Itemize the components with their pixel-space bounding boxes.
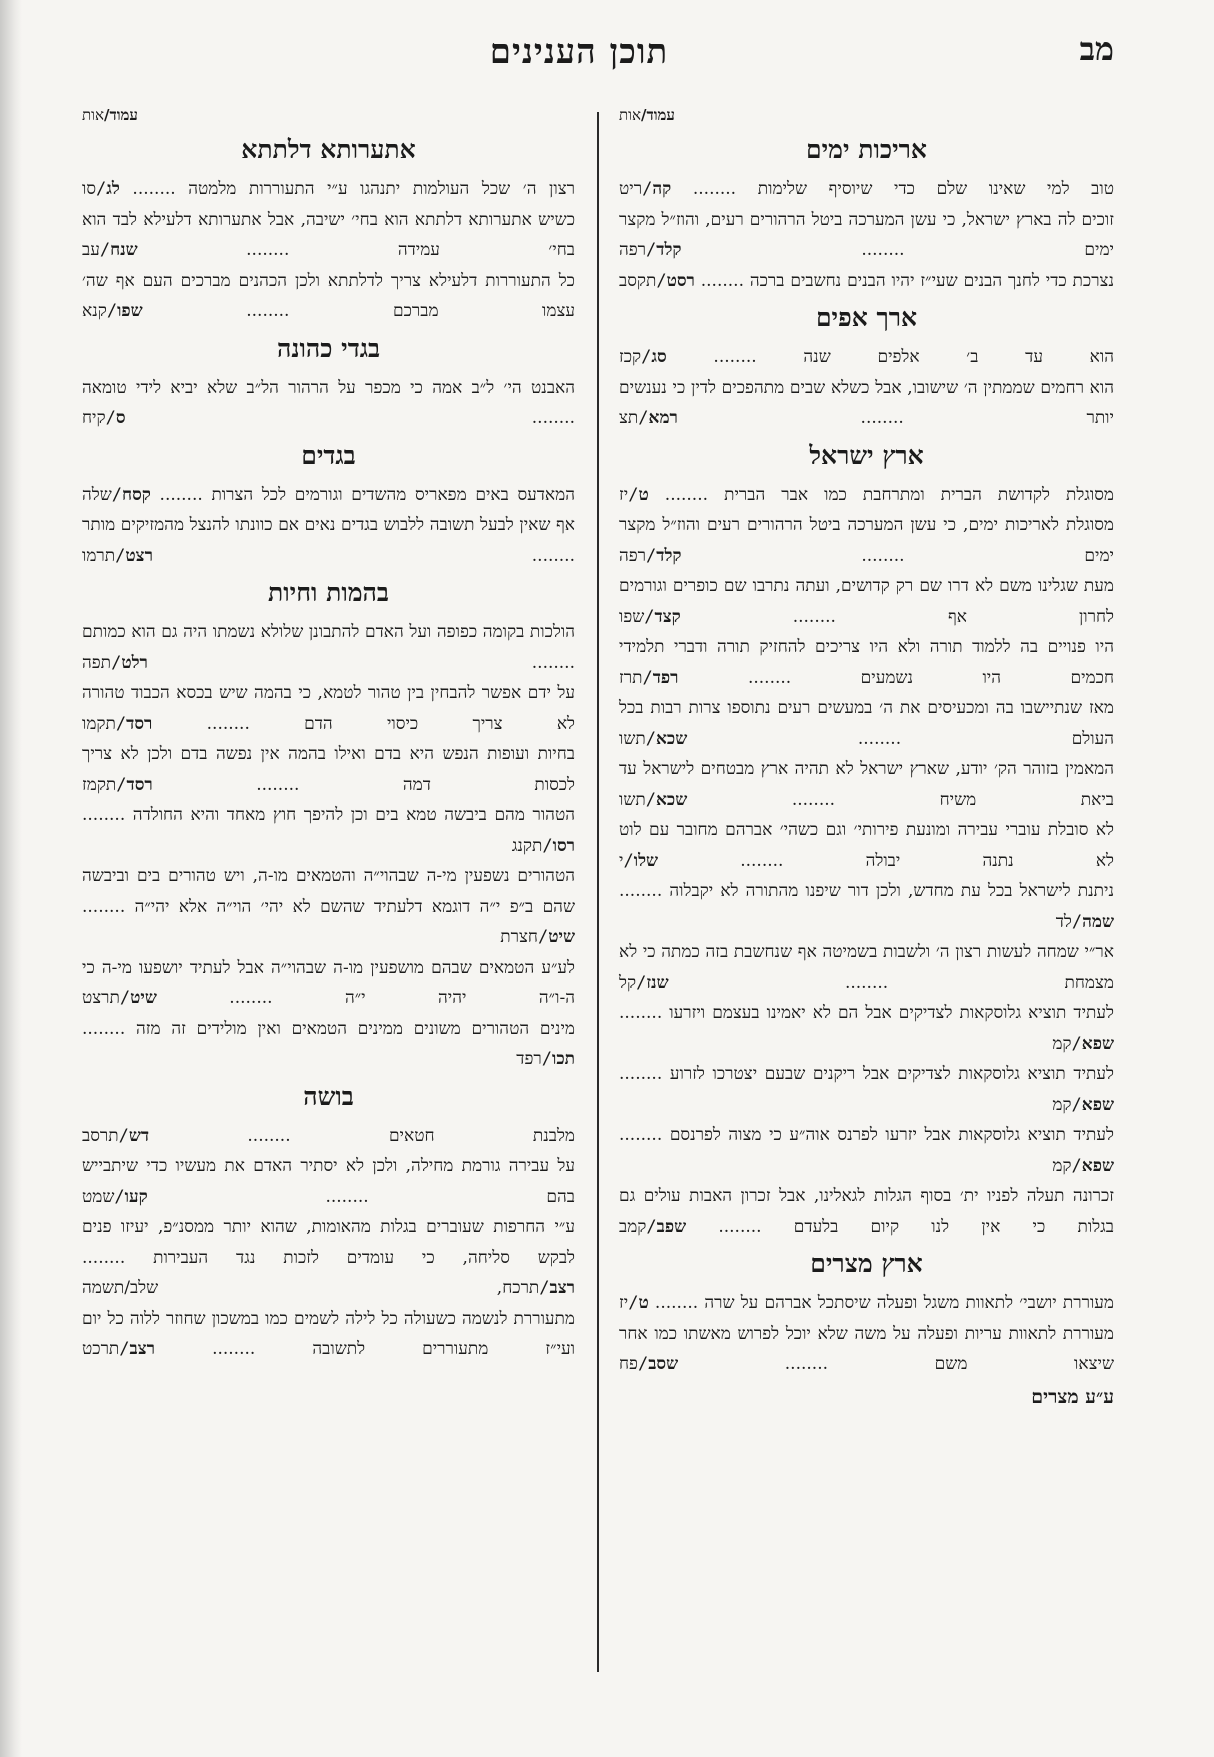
reference-separator: / [539,1278,550,1298]
section-title: בושה [303,1081,354,1111]
reference-separator: / [623,850,634,871]
entry-reference [82,179,120,199]
reference-number: קסח [122,484,151,505]
leader-dots: ........ [681,240,1085,260]
section-title: ארץ מצרים [810,1249,923,1278]
reference-letter: לד [1055,911,1072,932]
leader-dots: ........ [82,1018,136,1039]
reference-letter: תרסב [82,1125,119,1146]
reference-number: שיט [548,927,575,947]
reference-separator: / [656,270,667,291]
entry-reference [619,347,667,367]
reference-separator: / [642,179,653,199]
left-sections [82,134,575,1365]
reference-letter: שמט [82,1186,115,1207]
reference-letter: רפד [516,1049,542,1069]
leader-dots: ........ [658,850,866,871]
column-header: עמוד/אות [619,106,675,124]
section-title: ארץ ישראל [809,440,924,470]
reference-separator: / [111,652,122,673]
leader-dots: ........ [681,545,1085,566]
reference-number: קה [652,179,672,199]
entry-reference [82,546,153,566]
see-also-note: ע״ע מצרים [1031,1385,1114,1408]
reference-number: רצב [549,1278,575,1298]
reference-number: רסו [552,835,575,856]
reference-separator: / [646,545,657,566]
leader-dots: ........ [686,1216,794,1237]
reference-number: רמא [648,408,678,428]
leader-dots: ........ [680,606,948,627]
entry-text: מעוררת יושבי׳ לתאוות משגל ופעלה שיסתכל אברהם על שרה [704,1293,1114,1313]
index-entry [82,739,575,800]
reference-number: שלו [633,850,659,871]
section-title: אתערותא דלתתא [241,135,416,164]
reference-separator: / [636,972,647,993]
reference-letter: קנא [82,301,107,321]
index-entry [619,571,1114,632]
reference-letter: קיח [82,408,106,428]
reference-separator: / [542,835,553,856]
entry-text: כשיש אתערותא דלתתא הוא בחי׳ ישיבה, אבל אתערותא דלעילא לבד הוא בחי׳ עמידה [82,209,575,260]
index-entry [619,693,1114,754]
reference-separator: / [641,347,652,367]
reference-letter: תרצט [82,988,120,1008]
entry-reference [82,301,143,321]
leader-dots: ........ [82,805,133,825]
entry-text: ניתנת לישראל בכל עת מחדש, ולכן דור שיפנו מהתורה לא יקבלוה [669,881,1114,901]
leader-dots: ........ [152,545,575,566]
reference-separator: / [628,1293,639,1313]
reference-letter: רפה [619,240,647,260]
leader-dots: ........ [687,789,940,810]
entry-text: לעתיד תוציא גלוסקאות לצדיקים אבל ריקנים שבעם יצטרכו לזרוע [669,1064,1114,1084]
reference-separator: / [537,927,549,947]
reference-letter: עב [82,240,100,260]
reference-number: רלט [121,652,148,673]
leader-dots: ........ [147,652,575,673]
reference-letter: תשו [619,728,646,749]
reference-number: רצט [125,545,153,566]
reference-letter: י [619,850,624,871]
index-entry [619,754,1114,815]
leader-dots: ........ [619,1003,670,1023]
entry-reference [82,240,138,260]
leader-dots: ........ [156,988,345,1008]
entry-text: מינים הטהורים משונים ממינים הטמאים ואין מולידים זה מזה [136,1018,575,1039]
section-title: בגדים [301,440,356,470]
book-spine-shadow [0,0,22,1757]
leader-dots: ........ [619,1064,670,1084]
leader-dots: ........ [155,1339,313,1359]
index-entry [619,876,1114,937]
entry-text: מעת שגלינו משם לא דרו שם רק קדושים, ועתה נתרבו שם כופרים וגורמים לחרון אף [619,576,1114,627]
reference-number: דש [128,1125,150,1146]
reference-letter: קכז [619,347,642,367]
leader-dots: ........ [671,179,758,199]
entry-reference [1052,1095,1114,1115]
entry-reference [619,408,678,428]
entry-reference [516,1049,575,1069]
entry-text: היו פנויים בה ללמוד תורה ולא היו צריכים להחזיק תורה ודברי תלמידי חכמים היו נשמעים [619,637,1114,688]
reference-number: לג [106,179,120,199]
reference-separator: / [645,789,657,810]
reference-letter: יז [619,1293,629,1313]
leader-dots: ........ [619,1125,670,1145]
reference-separator: / [1071,911,1083,932]
leader-dots: ........ [648,1293,705,1313]
entry-reference [512,836,575,856]
reference-separator: / [99,240,111,260]
reference-separator: / [111,484,123,505]
reference-letter: תרמו [82,545,116,566]
entry-text: הוא רחמים שממתין ה׳ שישובו, אבל כשלא שבים מתהפכים לדין כי נענשים יותר [619,377,1114,428]
reference-number: ט [638,1293,649,1313]
reference-separator: / [105,408,116,428]
entry-text: מסוגלת לקדושת הברית ומתרחבת כמו אבר הברית [724,484,1114,505]
entry-reference [619,729,687,749]
leader-dots: ........ [619,881,670,901]
index-entry [619,174,1114,205]
index-page [44,26,1114,1726]
reference-letter: שפו [619,606,645,627]
reference-number: שפב [656,1216,687,1237]
entry-reference [82,1339,155,1359]
entry-reference [1052,1156,1114,1176]
reference-letter: תפה [82,652,112,673]
entry-reference [82,408,126,428]
reference-letter: תרז [619,667,643,688]
entry-text: מאז שנתיישבו בה ומכעיסים את ה׳ במעשים רעים נתוספו צרות רבות בכל העולם [619,698,1114,749]
entry-text: המאדעס באים מפאריס מהשדים וגורמים לכל הצרות [211,484,575,505]
reference-letter: סו [82,179,97,199]
entry-text: מסוגלת לאריכות ימים, כי עשן המערכה ביטל הרהורים רעים והוז״ל מקצר ימים [619,515,1114,566]
index-entry [82,510,575,571]
entry-text: הוא עד ב׳ אלפים שנה [803,347,1114,367]
entry-text: רצון ה׳ שכל העולמות יתנהגו ע״י התעוררות מלמטה [188,179,575,199]
reference-letter: ריט [619,179,643,199]
reference-separator: / [541,1049,552,1069]
index-entry [619,998,1114,1059]
leader-dots: ........ [82,1247,154,1268]
entry-text: ע״י החרפות שעוברים בגלות מהאומות, שהוא יותר ממסנ״פ, יעיזו פנים לבקש סליחה, כי עומדים לזכות נגד העבירות [82,1217,576,1268]
index-entry [619,205,1114,266]
index-entry [82,1121,575,1152]
index-entry [82,678,575,739]
leader-dots: ........ [142,301,393,321]
entry-text: לעתיד תוציא גלוסקאות לצדיקים אבל הם לא יאמינו בעצמם ויזרעו [669,1003,1114,1023]
index-entry [619,342,1114,373]
reference-separator: / [96,179,107,199]
entry-reference [619,1354,678,1374]
reference-letter: תקסב [619,270,657,291]
index-entry [82,953,575,1014]
index-entry [619,1120,1114,1181]
entry-text: מלבנת חטאים [388,1125,575,1146]
page-header [44,26,1114,88]
entry-reference [82,485,151,505]
entry-text: לעתיד תוציא גלוסקאות אבל יזרעו לפרנס אוה״ע כי מצוה לפרנסם [669,1125,1114,1145]
index-entry [619,1181,1114,1242]
reference-number: קלד [656,545,682,566]
entry-text: הטהור מהם ביבשה טמא בים וכן להיפך חוץ מאחד והיא החולדה [132,805,575,825]
entry-reference [619,1217,686,1237]
entry-reference [619,271,695,291]
index-entry [82,617,575,678]
index-entry [619,1059,1114,1120]
leader-dots: ........ [677,408,1087,428]
reference-letter: יז [619,484,629,505]
page-number: מב [1079,30,1114,68]
right-column [599,106,1114,1686]
entry-reference [619,485,649,505]
reference-separator: / [642,667,653,688]
entry-reference [619,1293,649,1313]
reference-separator: / [646,1216,657,1237]
reference-separator: / [645,728,657,749]
entry-text: המאמין בזוהר הק׳ יודע, שארץ ישראל לא תהיה ארץ מבטחים לישראל עד ביאת משיח [619,759,1114,810]
reference-number: שיט [130,988,157,1008]
leader-dots: ........ [678,1354,935,1374]
reference-number: שסב [648,1354,679,1374]
reference-letter: קל [619,972,637,993]
index-entry [82,1014,575,1075]
reference-number: ס [115,408,126,428]
reference-number: שכא [656,728,688,749]
leader-dots: ........ [668,972,1065,993]
leader-dots: ........ [137,240,398,260]
section-title: ארך אפים [815,303,918,332]
reference-number: שפו [117,301,143,321]
entry-reference [619,973,669,993]
reference-number: קעו [124,1186,148,1207]
reference-letter: תצ [619,408,639,428]
entry-text: זכרונה תעלה לפניו ית׳ בסוף הגלות לגאלינו, אבל זכרון האבות עולים גם בגלות כי אין לנו קיום בלעדם [619,1186,1114,1237]
reference-letter: קמ [1052,1033,1072,1054]
entry-text: מתעוררת לנשמה כשעולה כל לילה לשמים כמו במשכון שחוזר ללוה כל יום ועי״ז מתעוררים לתשובה [82,1308,575,1359]
section-title: בגדי כהונה [276,333,381,363]
entry-reference [619,546,682,566]
reference-separator: / [114,1186,125,1207]
entry-text: האבנט הי׳ ל״ב אמה כי מכפר על הרהור הל״ב שלא יביא לידי טומאה [82,377,575,398]
reference-separator: / [1071,1094,1082,1115]
index-entry [82,1304,575,1365]
index-entry [619,373,1114,434]
reference-number: ט [638,484,649,505]
reference-letter: רפה [619,545,647,566]
reference-letter: תרכט [82,1339,120,1359]
entry-reference [1052,1034,1114,1054]
reference-letter: קמב [619,1216,647,1237]
entry-reference [619,790,687,810]
reference-letter: קמ [1052,1155,1072,1176]
reference-letter: תקמז [82,774,117,795]
index-entry [82,1151,575,1212]
leader-dots: ........ [666,347,804,367]
reference-number: שפא [1081,1155,1114,1176]
reference-number: רפד [652,667,679,688]
right-sections [619,134,1114,1380]
leader-dots: ........ [125,408,575,428]
reference-number: קצד [654,606,681,627]
entry-reference [82,714,152,734]
reference-separator: / [119,1339,130,1359]
reference-number: שנח [110,240,138,260]
reference-number: סג [651,347,667,367]
reference-letter: תשו [619,789,646,810]
entry-reference [1056,912,1114,932]
entry-text: לא סובלת עוברי עבירה ומונעת פירותי׳ וגם כשהי׳ אברהם מחובר עם לוט לא נתנה יבולה [619,820,1114,871]
index-entry [82,205,575,266]
index-entry [82,1212,575,1304]
reference-number: תכו [551,1049,575,1069]
reference-number: רסד [126,774,153,795]
index-entry [82,480,575,511]
index-entry [82,266,575,327]
entry-text: הולכות בקומה כפופה ועל האדם להתבונן שלולא נשמתו היה גם הוא כמותם [82,622,575,642]
leader-dots: ........ [152,774,403,795]
entry-text: הטהורים נשפעין מי-ה שבהוי״ה והטמאים מו-ה, ויש טהורים בים וביבשה שהם ב״פ י״ה דוגמא דלעתיד שהשם לא יהי׳ הוי״ה אלא יהי״ה [82,866,575,917]
reference-letter: פח [619,1354,638,1374]
reference-number: שנז [646,972,669,993]
index-entry [619,632,1114,693]
entry-text: אר״י שמחה לעשות רצון ה׳ ולשבות בשמיטה אף שנחשבת בזה כמתה כי לא מצמחת [619,942,1114,993]
leader-dots: ........ [678,667,861,688]
entry-reference [82,1187,148,1207]
index-entry [619,266,1114,297]
entry-text: זוכים לה בארץ ישראל, כי עשן המערכה ביטל הרהורים רעים, והוז״ל מקצר ימים [619,209,1114,260]
leader-dots: ........ [119,179,189,199]
leader-dots: ........ [150,484,212,505]
leader-dots: ........ [687,728,1072,749]
reference-number: קלד [656,240,682,260]
entry-text: בחיות ועופות הנפש היא בדם ואילו בהמה אין נפשה בדם ולכן לא צריך לכסות דמה [82,744,575,795]
index-columns [44,106,1114,1686]
page-title: תוכן הענינים [489,32,669,72]
index-entry [82,174,575,205]
reference-separator: / [115,713,127,734]
entry-reference [619,668,679,688]
column-divider [597,112,599,1672]
section-title: אריכות ימים [806,135,927,164]
entry-reference [82,653,148,673]
index-entry [619,1288,1114,1319]
reference-letter: תקמו [82,713,116,734]
reference-letter: קמ [1052,1094,1072,1115]
entry-text: על ידם אפשר להבחין בין טהור לטמא, כי בהמה שיש בכסא הכבוד טהורה לא צריך כיסוי הדם [82,683,575,734]
reference-number: רסד [126,713,153,734]
entry-reference [619,851,658,871]
reference-separator: / [638,408,649,428]
entry-text: אף שאין לבעל תשובה ללבוש בגדים נאים אם כוונתו להנצל מהמזיקים מותר [82,515,575,535]
entry-reference [82,1126,149,1146]
index-entry [619,815,1114,876]
entry-text: לע״ע הטמאים שבהם מושפעין מו-ה שבהוי״ה אבל לעתיד יושפעו מי-ה כי ה-ו״ה יהיה י״ה [82,957,575,1008]
leader-dots: ........ [82,896,135,917]
entry-text: טוב למי שאינו שלם כדי שיוסיף שלימות [757,179,1114,199]
reference-number: שכא [656,789,688,810]
leader-dots: ........ [147,1186,547,1207]
reference-letter: תרכח, שלב/תשמה [82,1278,540,1298]
reference-separator: / [644,606,655,627]
reference-separator: / [637,1354,649,1374]
reference-separator: / [119,988,131,1008]
leader-dots: ........ [694,270,750,291]
reference-separator: / [115,545,126,566]
reference-separator: / [1071,1155,1082,1176]
entry-reference [500,927,575,947]
index-entry [82,861,575,953]
index-entry [619,1319,1114,1380]
reference-separator: / [116,774,127,795]
reference-separator: / [646,240,657,260]
index-entry [82,373,575,434]
reference-separator: / [118,1125,129,1146]
reference-number: שפא [1081,1033,1114,1054]
entry-reference [619,179,671,199]
leader-dots: ........ [648,484,725,505]
reference-number: שמה [1082,911,1114,932]
entry-text: על עבירה גורמת מחילה, ולכן לא יסתיר האדם את מעשיו כדי שיתבייש בהם [82,1156,575,1207]
leader-dots: ........ [149,1125,389,1146]
leader-dots: ........ [152,713,305,734]
reference-separator: / [628,484,639,505]
reference-letter: חצרת [500,927,538,947]
column-header: עמוד/אות [82,106,138,124]
entry-reference [82,1278,575,1298]
reference-letter: שלה [82,484,112,505]
entry-reference [619,240,682,260]
index-entry [619,480,1114,511]
reference-number: שפא [1081,1094,1114,1115]
entry-text: נצרכת כדי לחנך הבנים שעי״ז יהיו הבנים נחשבים ברכה [749,270,1114,291]
reference-number: רצב [129,1339,155,1359]
index-entry [82,800,575,861]
entry-reference [619,607,681,627]
section-title: בהמות וחיות [268,578,389,607]
entry-text: כל התעוררות דלעילא צריך לדלתתא ולכן הכהנים מברכים העם אף שה׳ עצמו מברכם [82,270,575,321]
left-column [82,106,597,1686]
reference-letter: תקנג [511,835,543,856]
index-entry [619,937,1114,998]
reference-separator: / [106,301,118,321]
index-entry [619,510,1114,571]
reference-separator: / [1071,1033,1082,1054]
entry-text: מעוררת לתאוות עריות ופעלה על משה שלא יוכל לפרוש מאשתו כמו אחר שיצאו משם [619,1323,1114,1374]
reference-number: רסט [666,270,695,291]
entry-reference [82,775,153,795]
entry-reference [82,988,157,1008]
